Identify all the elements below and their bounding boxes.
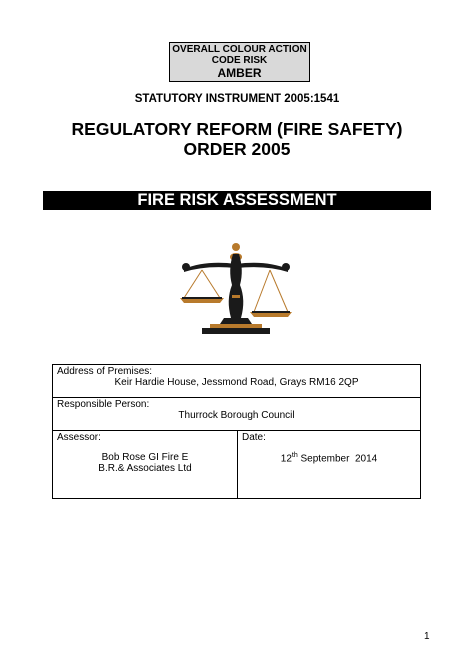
statutory-instrument: STATUTORY INSTRUMENT 2005:1541 bbox=[134, 93, 340, 105]
risk-box-line2: CODE RISK bbox=[211, 55, 268, 66]
responsible-label: Responsible Person: bbox=[57, 399, 150, 410]
date-value bbox=[242, 452, 416, 464]
premises-details-table bbox=[52, 364, 421, 499]
title-line2: ORDER 2005 bbox=[183, 139, 291, 159]
risk-level: AMBER bbox=[217, 66, 262, 80]
assessor-cell bbox=[53, 431, 238, 499]
page-number: 1 bbox=[424, 631, 430, 642]
page-title bbox=[0, 119, 474, 159]
risk-box-line1: OVERALL COLOUR ACTION bbox=[172, 44, 307, 55]
assessor-company: B.R.& Associates Ltd bbox=[98, 463, 192, 474]
title-line1: REGULATORY REFORM (FIRE SAFETY) bbox=[71, 119, 403, 139]
address-cell bbox=[53, 365, 421, 398]
responsible-row bbox=[53, 398, 421, 431]
risk-code-box bbox=[169, 42, 310, 82]
date-rest: September 2014 bbox=[297, 453, 378, 465]
assessor-label: Assessor: bbox=[57, 432, 101, 443]
responsible-value: Thurrock Borough Council bbox=[178, 410, 295, 421]
address-label: Address of Premises: bbox=[57, 366, 153, 377]
date-cell bbox=[238, 431, 421, 499]
assessor-name: Bob Rose GI Fire E bbox=[101, 452, 189, 463]
assessor-date-row bbox=[53, 431, 421, 499]
date-suffix: th bbox=[291, 452, 298, 459]
date-label: Date: bbox=[242, 432, 266, 443]
scales-of-justice-icon bbox=[176, 240, 296, 338]
date-day: 12 bbox=[280, 453, 292, 465]
responsible-cell bbox=[53, 398, 421, 431]
section-banner: FIRE RISK ASSESSMENT bbox=[43, 191, 431, 210]
address-value: Keir Hardie House, Jessmond Road, Grays RM16 2QP bbox=[114, 377, 359, 388]
address-row bbox=[53, 365, 421, 398]
